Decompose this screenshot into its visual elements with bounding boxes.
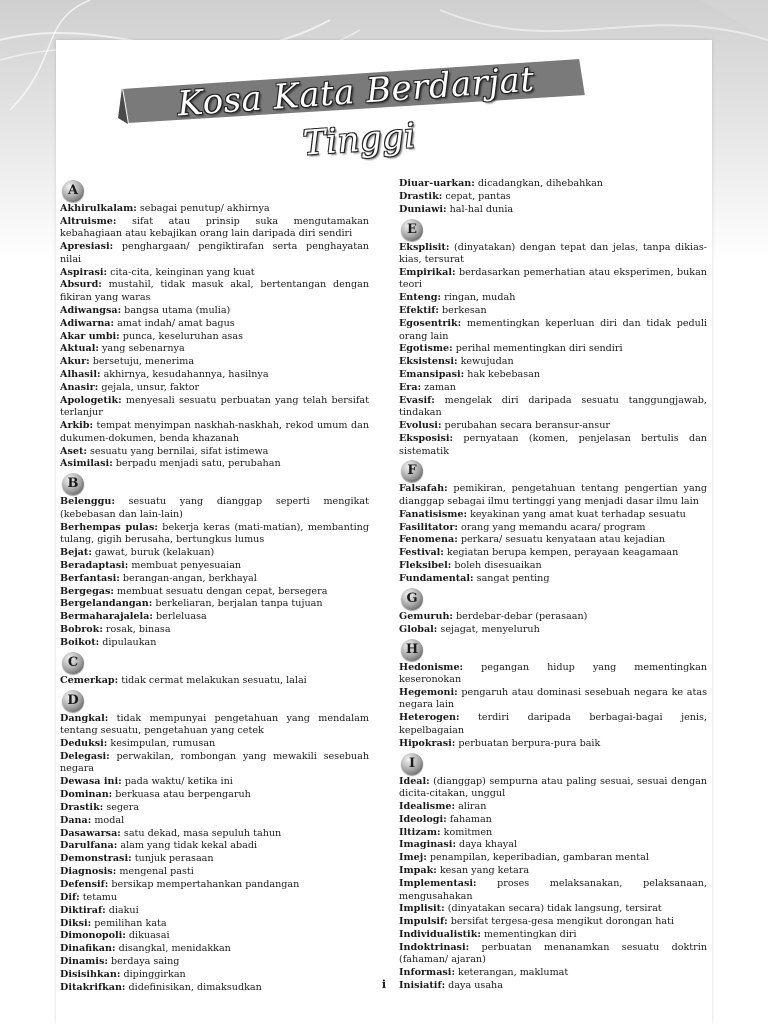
glossary-entry <box>399 852 707 865</box>
entry-term: Belenggu: <box>60 496 115 508</box>
entry-definition: berkeliaran, berjalan tanpa tujuan <box>152 598 323 610</box>
glossary-entry <box>399 839 707 852</box>
glossary-entry <box>399 865 707 878</box>
entry-term: Bergegas: <box>60 585 114 597</box>
glossary-entry <box>399 343 707 356</box>
entry-term: Fundamental: <box>399 573 474 584</box>
entry-term: Imej: <box>399 852 427 864</box>
entry-definition: terdiri daripada berbagai-bagai jenis, kepelbagaian <box>399 712 707 736</box>
page-number: i <box>381 978 387 991</box>
glossary-entry <box>60 738 369 751</box>
entry-term: Aset: <box>60 445 87 457</box>
entry-definition: sesuatu yang dianggap seperti mengikat (kebebasan dan lain-lain) <box>60 496 369 520</box>
entry-term: Diuar-uarkan: <box>399 178 475 189</box>
entry-definition: daya khayal <box>456 839 518 851</box>
entry-definition: pegangan hidup yang mementingkan keseronokan <box>399 661 707 686</box>
entry-term: Imaginasi: <box>399 839 456 851</box>
glossary-entry <box>60 815 369 828</box>
entry-term: Egosentrik: <box>399 318 462 329</box>
glossary-entry <box>60 892 369 905</box>
glossary-entry <box>60 853 369 866</box>
entry-definition: dipinggirkan <box>120 968 186 980</box>
glossary-entry <box>60 522 369 547</box>
glossary-entry <box>399 356 707 369</box>
glossary-entry <box>399 509 707 522</box>
glossary-entry <box>399 522 707 535</box>
entry-definition: pengaruh atau dominasi sesebuah negara ke atas negara lain <box>399 686 707 711</box>
entry-definition: mengelak diri daripada sesuatu tanggungjawab, tindakan <box>399 394 707 419</box>
entry-definition: gejala, unsur, faktor <box>98 381 200 393</box>
entry-definition: penampilan, keperibadian, gambaran mental <box>426 852 649 864</box>
entry-term: Ideologi: <box>399 813 447 825</box>
entry-term: Global: <box>399 623 438 635</box>
entry-definition: kegiatan berupa kempen, perayaan keagamaan <box>443 547 679 559</box>
letter-badge: E <box>401 219 423 241</box>
entry-definition: fahaman <box>446 813 492 825</box>
glossary-entry <box>399 662 707 687</box>
entry-definition: tetamu <box>79 891 118 903</box>
entry-term: Ideal: <box>399 775 430 787</box>
entry-definition: menyesali sesuatu perbuatan yang telah bersifat terlanjur <box>60 394 369 419</box>
entry-term: Falsafah: <box>399 483 448 495</box>
glossary-entry <box>60 637 369 650</box>
entry-term: Evolusi: <box>399 420 442 432</box>
entry-definition: sesuatu yang bernilai, sifat istimewa <box>86 445 269 457</box>
glossary-entry <box>60 547 369 560</box>
entry-definition: orang yang memandu acara/ program <box>457 521 646 533</box>
entry-definition: sejagat, menyeluruh <box>437 623 540 635</box>
glossary-entry <box>399 878 707 903</box>
entry-definition: modal <box>91 814 125 826</box>
entry-definition: tidak mempunyai pengetahuan yang mendalam tentang sesuatu, pengetahuan yang cetek <box>60 712 369 737</box>
glossary-section <box>399 178 707 216</box>
entry-term: Empirikal: <box>399 266 456 278</box>
entry-definition: berkuasa atau berpengaruh <box>112 789 251 801</box>
glossary-entry <box>60 624 369 637</box>
entry-term: Disisihkan: <box>60 968 121 980</box>
glossary-section <box>399 458 707 585</box>
entry-definition: cepat, pantas <box>442 190 511 202</box>
entry-definition: bersifat tergesa-gesa mengikut dorongan hati <box>447 916 675 928</box>
entry-term: Dominan: <box>60 789 113 801</box>
entry-definition: aliran <box>455 800 487 812</box>
entry-term: Gemuruh: <box>399 610 453 622</box>
entry-definition: proses melaksanakan, pelaksanaan, mengusahakan <box>399 878 707 902</box>
glossary-entry <box>60 969 369 982</box>
entry-definition: berdaya saing <box>107 956 180 968</box>
letter-badge: F <box>401 460 423 482</box>
entry-term: Era: <box>399 381 422 393</box>
glossary-entry <box>399 942 707 967</box>
letter-badge: A <box>62 180 84 202</box>
entry-term: Drastik: <box>399 190 443 202</box>
left-column <box>60 178 369 995</box>
entry-term: Beradaptasi: <box>60 559 129 571</box>
entry-term: Aktual: <box>60 343 99 355</box>
entry-term: Asimilasi: <box>60 458 113 470</box>
entry-term: Berfantasi: <box>60 572 120 584</box>
entry-definition: komitmen <box>440 826 493 838</box>
entry-term: Ditakrifkan: <box>60 981 126 993</box>
entry-definition: berkesan <box>438 305 487 317</box>
glossary-entry <box>60 828 369 841</box>
entry-definition: dipulaukan <box>99 636 157 648</box>
entry-term: Adiwangsa: <box>60 304 122 316</box>
entry-term: Darulfana: <box>60 840 118 852</box>
glossary-entry <box>60 840 369 853</box>
glossary-entry <box>399 292 707 305</box>
glossary-entry <box>60 586 369 599</box>
entry-definition: sangat penting <box>473 573 550 584</box>
entry-term: Duniawi: <box>399 203 447 215</box>
entry-term: Fanatisisme: <box>399 508 468 520</box>
glossary-entry <box>60 751 369 776</box>
glossary-entry <box>60 905 369 918</box>
entry-definition: hak kebebasan <box>464 369 541 381</box>
entry-definition: berdasarkan pemerhatian atau eksperimen, bukan teori <box>399 266 707 291</box>
glossary-entry <box>60 279 369 304</box>
glossary-section <box>399 637 707 751</box>
entry-term: Eksplisit: <box>399 241 450 253</box>
entry-definition: kesan yang ketara <box>436 865 530 877</box>
letter-badge: I <box>401 753 423 775</box>
glossary-section <box>399 586 707 636</box>
entry-definition: bangsa utama (mulia) <box>121 304 231 316</box>
entry-term: Hegemoni: <box>399 686 458 698</box>
entry-definition: bekerja keras (mati-matian), membanting tulang, gigih berusaha, bertungkus lumus <box>60 521 369 546</box>
entry-term: Dasawarsa: <box>60 827 121 839</box>
glossary-entry <box>60 395 369 420</box>
glossary-section <box>60 688 369 995</box>
entry-term: Deduksi: <box>60 738 108 749</box>
entry-definition: pemikiran, pengetahuan tentang pengertian yang dianggap sebagai ilmu tertinggi yang menjadi dasar ilmu lain <box>399 483 707 507</box>
entry-definition: boleh disesuaikan <box>451 560 542 572</box>
entry-term: Apresiasi: <box>60 241 114 253</box>
entry-term: Delegasi: <box>60 750 110 762</box>
entry-definition: pernyataan (komen, penjelasan bertulis dan sistematik <box>399 433 707 457</box>
glossary-entry <box>399 560 707 573</box>
glossary-entry <box>60 446 369 459</box>
entry-definition: sifat atau prinsip suka mengutamakan kebahagiaan atau kebajikan orang lain daripada diri sendiri <box>60 215 369 240</box>
entry-term: Bobrok: <box>60 624 103 636</box>
entry-term: Apologetik: <box>60 394 122 406</box>
entry-definition: berpadu menjadi satu, perubahan <box>112 458 281 470</box>
glossary-entry <box>60 305 369 318</box>
glossary-entry <box>60 802 369 815</box>
entry-definition: pada waktu/ ketika ini <box>121 776 233 788</box>
entry-term: Diksi: <box>60 917 92 929</box>
entry-term: Alhasil: <box>60 369 101 381</box>
glossary-entry <box>399 191 707 204</box>
glossary-entry <box>399 178 707 191</box>
entry-definition: perubahan secara beransur-ansur <box>441 420 610 432</box>
entry-term: Impak: <box>399 865 437 877</box>
entry-term: Altruisme: <box>60 215 117 227</box>
glossary-entry <box>399 980 707 993</box>
entry-definition: (dinyatakan) dengan tepat dan jelas, tanpa dikias-kias, tersurat <box>399 241 707 266</box>
entry-term: Informasi: <box>399 967 455 979</box>
glossary-entry <box>60 866 369 879</box>
entry-term: Dimonopoli: <box>60 930 126 942</box>
entry-term: Dif: <box>60 891 80 903</box>
entry-definition: amat indah/ amat bagus <box>114 317 235 329</box>
glossary-entry <box>399 738 707 751</box>
glossary-entry <box>60 356 369 369</box>
glossary-entry <box>60 369 369 382</box>
entry-term: Eksposisi: <box>399 433 454 444</box>
entry-definition: didefinisikan, dimaksudkan <box>125 981 262 993</box>
glossary-entry <box>60 318 369 331</box>
entry-term: Akur: <box>60 356 90 368</box>
entry-term: Bergelandangan: <box>60 598 153 610</box>
letter-badge: H <box>401 639 423 661</box>
entry-definition: perbuatan menanamkan sesuatu doktrin (fahaman/ ajaran) <box>399 941 707 966</box>
entry-definition: berangan-angan, berkhayal <box>119 572 257 584</box>
entry-definition: punca, keseluruhan asas <box>119 330 243 342</box>
glossary-entry <box>399 687 707 712</box>
entry-term: Dangkal: <box>60 712 109 724</box>
glossary-entry <box>60 713 369 738</box>
entry-definition: perkara/ sesuatu kenyataan atau kejadian <box>457 534 665 546</box>
entry-definition: perihal mementingkan diri sendiri <box>452 343 623 355</box>
entry-term: Fasilitator: <box>399 521 458 533</box>
letter-badge: D <box>62 690 84 712</box>
glossary-entry <box>399 814 707 827</box>
glossary-entry <box>399 420 707 433</box>
entry-term: Hipokrasi: <box>399 737 456 749</box>
entry-term: Adiwarna: <box>60 317 115 329</box>
entry-term: Boikot: <box>60 636 100 648</box>
entry-definition: rosak, binasa <box>102 624 171 636</box>
entry-definition: keyakinan yang amat kuat terhadap sesuatu <box>467 508 686 520</box>
entry-definition: penghargaan/ pengiktirafan serta penghayatan nilai <box>60 241 369 265</box>
glossary-entry <box>60 918 369 931</box>
entry-definition: perbuatan berpura-pura baik <box>455 737 601 749</box>
entry-definition: pemilihan kata <box>91 917 167 929</box>
letter-badge: B <box>62 473 84 495</box>
glossary-entry <box>399 395 707 420</box>
entry-term: Drastik: <box>60 801 104 813</box>
entry-definition: satu dekad, masa sepuluh tahun <box>120 827 282 839</box>
glossary-entry <box>399 534 707 547</box>
entry-term: Defensif: <box>60 878 109 890</box>
entry-term: Dana: <box>60 814 92 826</box>
glossary-entry <box>60 203 369 216</box>
glossary-entry <box>399 624 707 637</box>
entry-term: Absurd: <box>60 279 102 291</box>
entry-definition: (dianggap) sempurna atau paling sesuai, sesuai dengan dicita-citakan, unggul <box>399 775 707 800</box>
entry-definition: (dinyatakan secara) tidak langsung, tersirat <box>444 903 662 915</box>
entry-term: Inisiatif: <box>399 980 446 992</box>
entry-term: Demonstrasi: <box>60 853 132 865</box>
glossary-entry <box>60 382 369 395</box>
entry-term: Iltizam: <box>399 826 441 838</box>
glossary-entry <box>60 930 369 943</box>
entry-definition: mementingkan diri <box>480 929 577 941</box>
glossary-entry <box>399 903 707 916</box>
glossary-entry <box>60 675 369 688</box>
entry-term: Indoktrinasi: <box>399 941 470 953</box>
glossary-entry <box>60 789 369 802</box>
glossary-entry <box>399 801 707 814</box>
entry-term: Akar umbi: <box>60 330 120 342</box>
glossary-entry <box>60 267 369 280</box>
glossary-entry <box>60 598 369 611</box>
entry-term: Berhempas pulas: <box>60 521 158 533</box>
glossary-entry <box>399 827 707 840</box>
entry-term: Impulsif: <box>399 916 448 928</box>
entry-definition: gawat, buruk (kelakuan) <box>91 547 215 559</box>
entry-definition: mustahil, tidak masuk akal, bertentangan dengan fikiran yang waras <box>60 279 369 304</box>
entry-definition: disangkal, menidakkan <box>115 943 231 955</box>
glossary-entry <box>399 916 707 929</box>
glossary-entry <box>399 776 707 801</box>
glossary-entry <box>399 573 707 586</box>
entry-term: Heterogen: <box>399 712 460 724</box>
right-column <box>399 178 707 993</box>
entry-term: Anasir: <box>60 381 99 393</box>
glossary-entry <box>399 305 707 318</box>
glossary-entry <box>60 216 369 241</box>
entry-term: Dinamis: <box>60 956 108 968</box>
entry-term: Implisit: <box>399 903 445 915</box>
entry-definition: alam yang tidak kekal abadi <box>117 840 258 852</box>
glossary-entry <box>60 458 369 471</box>
entry-term: Bejat: <box>60 547 92 559</box>
entry-definition: daya usaha <box>445 980 503 992</box>
entry-term: Cemerkap: <box>60 674 119 686</box>
entry-definition: dicadangkan, dihebahkan <box>474 178 603 189</box>
entry-definition: tidak cermat melakukan sesuatu, lalai <box>118 674 307 686</box>
entry-definition: mementingkan keperluan diri dan tidak peduli orang lain <box>399 318 707 342</box>
entry-term: Fleksibel: <box>399 560 452 572</box>
glossary-entry <box>60 241 369 266</box>
glossary-section <box>399 217 707 459</box>
glossary-entry <box>399 712 707 737</box>
glossary-entry <box>399 929 707 942</box>
glossary-entry <box>399 267 707 292</box>
glossary-entry <box>399 547 707 560</box>
entry-term: Egotisme: <box>399 343 453 355</box>
glossary-entry <box>399 369 707 382</box>
entry-term: Dinafikan: <box>60 943 116 955</box>
entry-definition: berdebar-debar (perasaan) <box>452 610 588 622</box>
glossary-entry <box>60 331 369 344</box>
entry-definition: cita-cita, keinginan yang kuat <box>107 266 255 278</box>
glossary-entry <box>60 560 369 573</box>
entry-term: Festival: <box>399 547 444 559</box>
entry-term: Enteng: <box>399 292 442 304</box>
glossary-entry <box>60 982 369 995</box>
entry-definition: dikuasai <box>125 930 170 942</box>
entry-term: Idealisme: <box>399 800 456 812</box>
glossary-entry <box>60 496 369 521</box>
entry-term: Hedonisme: <box>399 661 464 673</box>
entry-term: Implementasi: <box>399 878 477 889</box>
entry-term: Fenomena: <box>399 534 458 546</box>
entry-definition: yang sebenarnya <box>98 343 185 355</box>
entry-definition: hal-hal dunia <box>446 203 514 215</box>
entry-term: Diagnosis: <box>60 866 117 878</box>
glossary-entry <box>399 382 707 395</box>
entry-definition: kewujudan <box>457 356 514 368</box>
entry-term: Eksistensi: <box>399 356 458 368</box>
entry-definition: zaman <box>421 381 456 393</box>
glossary-entry <box>60 573 369 586</box>
entry-definition: keterangan, maklumat <box>455 967 569 979</box>
entry-term: Efektif: <box>399 305 439 317</box>
glossary-entry <box>60 943 369 956</box>
glossary-section <box>60 178 369 471</box>
entry-term: Emansipasi: <box>399 369 465 381</box>
entry-term: Akhirulkalam: <box>60 203 137 214</box>
entry-term: Bermaharajalela: <box>60 611 153 623</box>
glossary-entry <box>399 242 707 267</box>
entry-definition: segera <box>103 801 140 813</box>
glossary-entry <box>60 420 369 445</box>
entry-definition: tunjuk perasaan <box>131 853 214 865</box>
entry-definition: kesimpulan, rumusan <box>107 738 216 749</box>
entry-definition: bersikap mempertahankan pandangan <box>108 878 300 890</box>
entry-definition: membuat penyesuaian <box>128 559 242 571</box>
entry-definition: perwakilan, rombongan yang mewakili sesebuah negara <box>60 750 369 775</box>
entry-term: Diktiraf: <box>60 904 106 916</box>
glossary-section <box>60 650 369 688</box>
entry-term: Dewasa ini: <box>60 776 122 788</box>
glossary-entry <box>399 318 707 343</box>
entry-definition: membuat sesuatu dengan cepat, bersegera <box>113 585 328 597</box>
entry-term: Evasif: <box>399 394 435 406</box>
glossary-entry <box>60 611 369 624</box>
glossary-section <box>60 471 369 649</box>
entry-term: Aspirasi: <box>60 266 108 278</box>
entry-term: Arkib: <box>60 420 94 432</box>
glossary-entry <box>60 343 369 356</box>
glossary-entry <box>399 204 707 217</box>
entry-definition: ringan, mudah <box>441 292 516 304</box>
entry-definition: berleluasa <box>152 611 207 623</box>
glossary-entry <box>399 611 707 624</box>
entry-definition: diakui <box>105 904 139 916</box>
page-title: Kosa Kata Berdarjat Tinggi <box>176 59 536 164</box>
glossary-entry <box>60 776 369 789</box>
glossary-entry <box>399 967 707 980</box>
entry-definition: bersetuju, menerima <box>89 356 195 368</box>
title-banner <box>118 58 588 164</box>
glossary-entry <box>60 956 369 969</box>
entry-definition: sebagai penutup/ akhirnya <box>136 203 270 214</box>
entry-definition: tempat menyimpan naskhah-naskhah, rekod umum dan dukumen-dokumen, benda khazanah <box>60 420 369 444</box>
letter-badge: G <box>401 588 423 610</box>
letter-badge: C <box>62 652 84 674</box>
entry-term: Individualistik: <box>399 929 481 941</box>
glossary-entry <box>399 483 707 508</box>
glossary-entry <box>399 433 707 458</box>
entry-definition: akhirnya, kesudahannya, hasilnya <box>100 369 269 381</box>
glossary-section <box>399 751 707 993</box>
glossary-entry <box>60 879 369 892</box>
entry-definition: mengenal pasti <box>116 866 194 878</box>
